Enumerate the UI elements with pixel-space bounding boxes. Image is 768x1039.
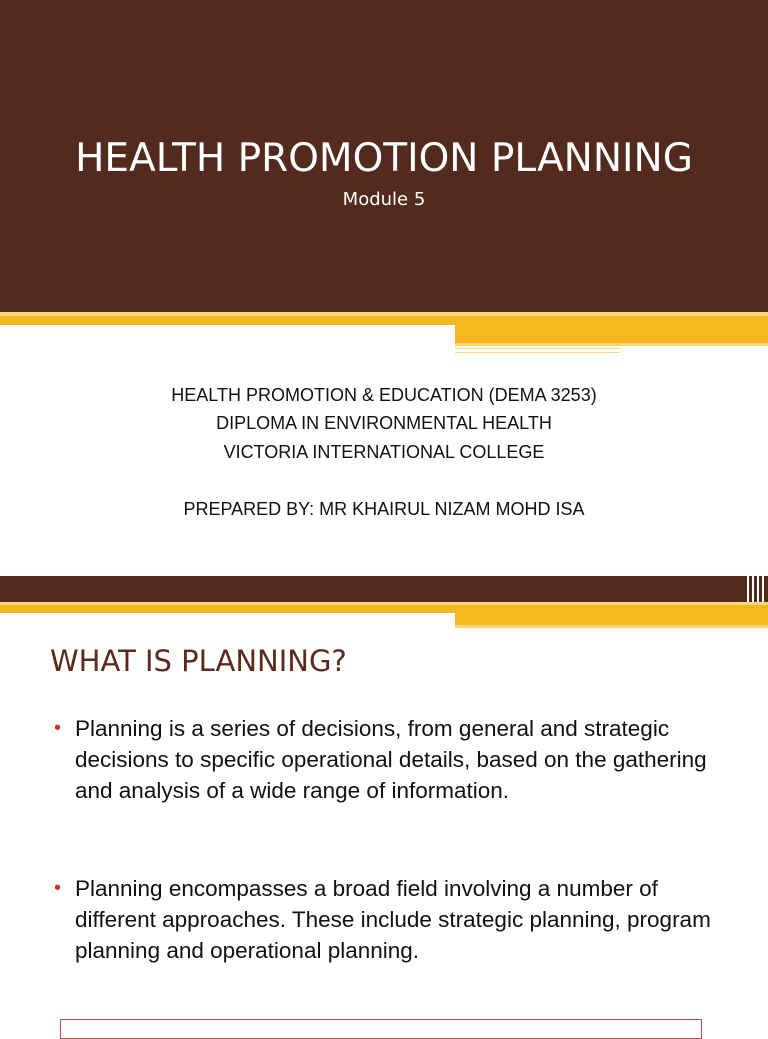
slide-subtitle: Module 5 — [342, 189, 426, 210]
bullet-item-2 — [54, 873, 734, 966]
gold-stripe-right-block — [455, 325, 768, 343]
diploma-line: DIPLOMA IN ENVIRONMENTAL HEALTH — [216, 413, 552, 433]
course-line: HEALTH PROMOTION & EDUCATION (DEMA 3253) — [171, 385, 597, 405]
content-slide-banner — [0, 576, 768, 602]
next-slide-frame — [60, 1019, 702, 1039]
gold-hairline-1 — [455, 348, 620, 349]
bullet-dot-icon: • — [54, 717, 62, 739]
section-heading: WHAT IS PLANNING? — [50, 644, 347, 678]
bullet-text: Planning encompasses a broad field involving a number of different approaches. These include strategic planning, program planning and operational planning. — [75, 876, 711, 963]
bullet-item-1 — [54, 713, 734, 806]
college-line: VICTORIA INTERNATIONAL COLLEGE — [223, 442, 545, 462]
content-gold-stripe-right — [455, 613, 768, 625]
bullet-dot-icon: • — [54, 877, 62, 899]
bullet-text: Planning is a series of decisions, from general and strategic decisions to specific operational details, based on the gathering and analysis of a wide range of information. — [75, 716, 707, 803]
banner-tick-marks — [745, 576, 768, 602]
gold-stripe-main — [0, 316, 768, 325]
content-gold-stripe-main — [0, 605, 768, 613]
slide-title: HEALTH PROMOTION PLANNING — [75, 136, 693, 181]
content-gold-stripe-right-light — [455, 625, 768, 628]
gold-stripe-right-light — [455, 343, 768, 346]
prepared-by-line: PREPARED BY: MR KHAIRUL NIZAM MOHD ISA — [183, 499, 585, 519]
gold-hairline-2 — [455, 352, 620, 353]
